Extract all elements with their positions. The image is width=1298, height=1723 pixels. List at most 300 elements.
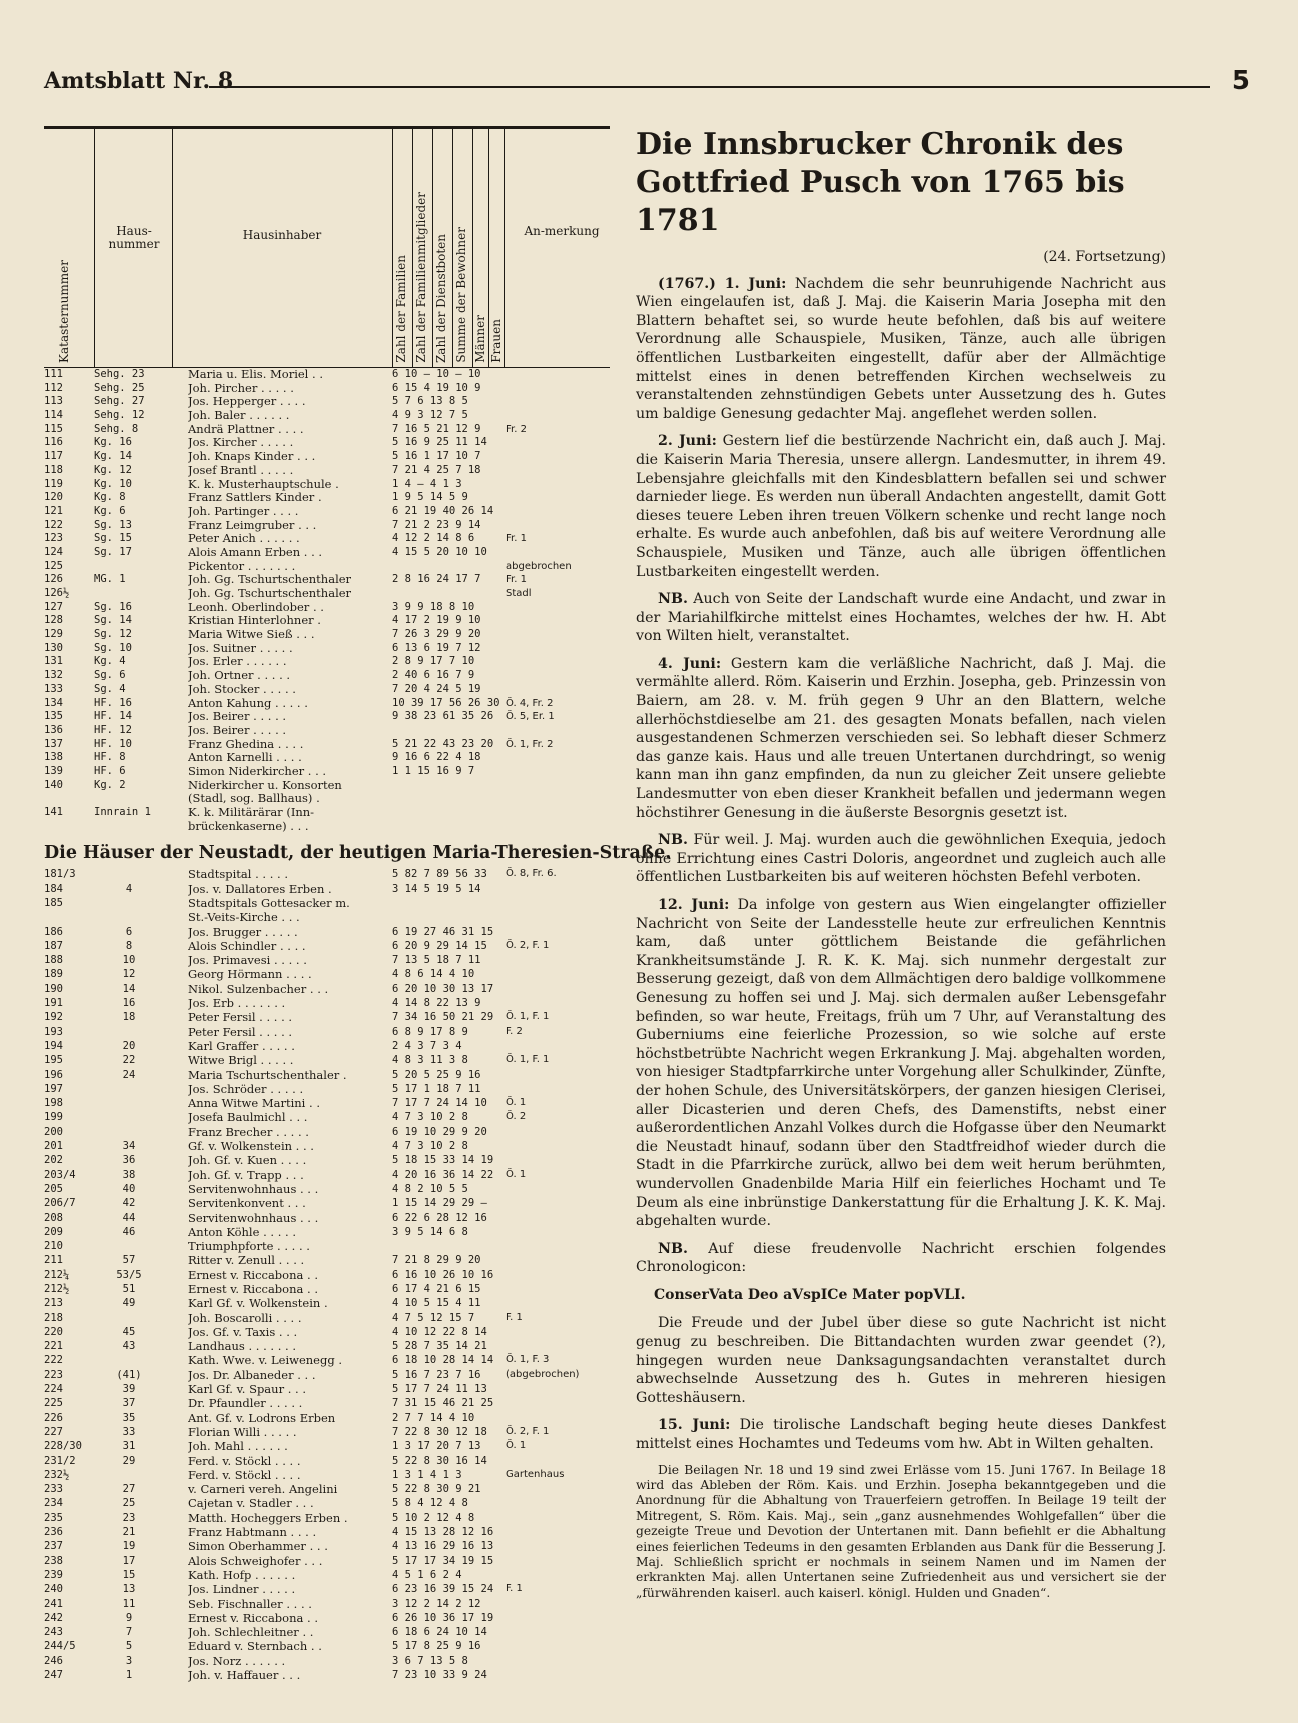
- cell-katasternummer: 126½: [44, 587, 70, 599]
- cell-hausinhaber: Josef Brantl . . . . .: [188, 463, 294, 477]
- col-bewohner: Summe der Bewohner: [454, 227, 468, 363]
- cell-anmerkung: Ö. 8, Fr. 6.: [506, 868, 557, 880]
- cell-anmerkung: Ö. 4, Fr. 2: [506, 697, 554, 709]
- cell-katasternummer: 228/30: [44, 1440, 82, 1453]
- cell-hausinhaber: Jos. v. Dallatores Erben .: [188, 881, 332, 896]
- article-title: Die Innsbrucker Chronik des Gottfried Pusch von 1765 bis 1781: [636, 127, 1125, 238]
- cell-zahlen: 1 3 17 20 7 13: [392, 1440, 481, 1453]
- cell-zahlen: 6 20 10 30 13 17: [392, 982, 494, 995]
- paragraph-text: Gestern kam die verläßliche Nachricht, daß J. Maj. die vermählte allerd. Röm. Kaiserin und Erzhin. Josepha, geb. Prinzessin von Baiern, am 28. v. M. früh gegen 9 Uhr an den Blattern, welche allerhöchstdieselbe am 21. des gesagten Monats befallen, nach vielen ausgestandenen Schmerzen verschieden sei. So lebhaft dieser Schmerz das ganze kais. Haus und alle treuen Untertanen durchdringt, so wenig kann man ihn ganz empfinden, da nun zu gleicher Zeit unsere geliebte Landesmutter von eben dieser Krankheit befallen und jedermann wegen höchstihrer Genesung in die äußerste Besorgnis gesetzt ist.: [636, 655, 1166, 821]
- table-row: [44, 1282, 610, 1296]
- cell-hausinhaber: Ferd. v. Stöckl . . . .: [188, 1453, 301, 1468]
- cell-hausinhaber: Ritter v. Zenull . . . .: [188, 1253, 305, 1268]
- cell-katasternummer: 199: [44, 1111, 63, 1124]
- col-anmerkung: An-merkung: [524, 224, 600, 238]
- cell-zahlen: 7 22 8 30 12 18: [392, 1425, 487, 1438]
- cell-hausnummer: 29: [122, 1454, 136, 1467]
- cell-hausinhaber: Peter Fersil . . . . .: [188, 1010, 293, 1025]
- cell-hausinhaber: Joh. v. Haffauer . . .: [188, 1668, 301, 1682]
- article-paragraph: [636, 655, 1166, 822]
- table-row: [44, 1382, 610, 1396]
- cell-hausinhaber: Maria u. Elis. Moriel . .: [188, 368, 323, 381]
- cell-hausinhaber: K. k. Militärärar (Inn-: [188, 806, 315, 819]
- cell-anmerkung: Ö. 1: [506, 1440, 527, 1452]
- article-paragraph: [636, 590, 1166, 646]
- table-row: [44, 1668, 610, 1682]
- table-row: [44, 1311, 610, 1325]
- cell-anmerkung: Ö. 2, F. 1: [506, 1425, 550, 1437]
- cell-katasternummer: 212½: [44, 1282, 70, 1295]
- cell-zahlen: 6 8 9 17 8 9: [392, 1025, 468, 1038]
- cell-hausnummer: 19: [122, 1540, 136, 1553]
- table-row: [44, 1196, 610, 1210]
- cell-zahlen: 4 20 16 36 14 22: [392, 1168, 494, 1181]
- cell-hausinhaber: Kath. Wwe. v. Leiwenegg .: [188, 1353, 343, 1368]
- cell-hausnummer: 16: [122, 997, 136, 1010]
- cell-hausinhaber: Joh. Gf. v. Kuen . . . .: [188, 1153, 307, 1168]
- article-subtitle: (24. Fortsetzung): [1043, 249, 1166, 265]
- cell-anmerkung: Gartenhaus: [506, 1468, 565, 1480]
- cell-zahlen: 7 13 5 18 7 11: [392, 954, 481, 967]
- cell-katasternummer: 201: [44, 1140, 63, 1153]
- cell-anmerkung: F. 1: [506, 1583, 523, 1595]
- cell-zahlen: 10 39 17 56 26 30: [392, 696, 500, 709]
- table-row: [44, 996, 610, 1010]
- paragraph-date: 2. Juni:: [658, 433, 717, 450]
- cell-zahlen: 4 15 13 28 12 16: [392, 1526, 494, 1539]
- table-row: [44, 1454, 610, 1468]
- paragraph-date: NB.: [658, 591, 688, 608]
- cell-zahlen: 5 22 8 30 16 14: [392, 1454, 487, 1467]
- cell-zahlen: 4 15 5 20 10 10: [392, 545, 487, 558]
- cell-hausnummer: Kg. 14: [94, 450, 132, 463]
- cell-katasternummer: 194: [44, 1039, 63, 1052]
- cell-hausnummer: Sg. 12: [94, 628, 132, 641]
- cell-hausinhaber: Maria Tschurtschenthaler .: [188, 1067, 347, 1082]
- cell-hausnummer: 20: [122, 1039, 136, 1052]
- table-row: [44, 1325, 610, 1339]
- table-row: [44, 1082, 610, 1096]
- table-row: [44, 1039, 610, 1053]
- cell-hausnummer: 13: [122, 1583, 136, 1596]
- cell-katasternummer: 223: [44, 1368, 63, 1381]
- cell-hausnummer: 15: [122, 1568, 136, 1581]
- table-row: [44, 779, 610, 793]
- table-row: [44, 532, 610, 546]
- table-row: [44, 1496, 610, 1510]
- cell-hausnummer: 25: [122, 1497, 136, 1510]
- cell-hausnummer: 8: [125, 939, 133, 952]
- table-row: [44, 436, 610, 450]
- cell-hausnummer: 21: [122, 1526, 136, 1539]
- table-row: [44, 642, 610, 656]
- cell-katasternummer: 117: [44, 450, 63, 463]
- cell-katasternummer: 130: [44, 641, 63, 654]
- paragraph-text: Die Freude und der Jubel über diese so gute Nachricht ist nicht genug zu beschreiben. Die Bittandachten wurden zwar geendet (?), hingegen wurden neue Danksagungsandachten veranstaltet durch abwechselnde Aussetzung des h. Gutes in mehreren hiesigen Gotteshäusern.: [636, 1315, 1166, 1406]
- cell-hausnummer: 33: [122, 1425, 136, 1438]
- table-row: [44, 655, 610, 669]
- cell-zahlen: 7 34 16 50 21 29: [392, 1011, 494, 1024]
- cell-katasternummer: 127: [44, 600, 63, 613]
- cell-zahlen: 4 8 6 14 4 10: [392, 968, 475, 981]
- cell-hausnummer: Sg. 13: [94, 518, 132, 531]
- paragraph-text: Die tirolische Landschaft beging heute dieses Dankfest mittelst eines Hochamtes und Tedeums vom hw. Abt in Wilten gehalten.: [636, 1417, 1166, 1453]
- table-body-neustadt: [44, 867, 610, 1682]
- cell-katasternummer: 226: [44, 1411, 63, 1424]
- table-row: [44, 925, 610, 939]
- cell-katasternummer: 242: [44, 1611, 63, 1624]
- cell-hausinhaber: Nikol. Sulzenbacher . . .: [188, 981, 329, 996]
- cell-katasternummer: 239: [44, 1568, 63, 1581]
- cell-hausinhaber: Joh. Stocker . . . . .: [188, 682, 296, 696]
- cell-katasternummer: 232½: [44, 1468, 70, 1481]
- cell-hausinhaber: Niderkircher u. Konsorten: [188, 778, 342, 792]
- cell-hausinhaber: Simon Oberhammer . . .: [188, 1539, 328, 1554]
- cell-katasternummer: 123: [44, 532, 63, 545]
- cell-hausnummer: Kg. 12: [94, 463, 132, 476]
- cell-katasternummer: 139: [44, 764, 63, 777]
- cell-hausinhaber: Jos. Hepperger . . . .: [188, 395, 306, 409]
- cell-hausinhaber: Gf. v. Wolkenstein . . .: [188, 1139, 314, 1154]
- cell-hausnummer: Kg. 16: [94, 436, 132, 449]
- table-row: [44, 519, 610, 533]
- cell-zahlen: 1 3 1 4 1 3: [392, 1468, 462, 1481]
- cell-hausnummer: 5: [125, 1640, 133, 1653]
- table-row: [44, 724, 610, 738]
- table-row: [44, 1396, 610, 1410]
- cell-hausinhaber: Kath. Hofp . . . . . .: [188, 1567, 296, 1582]
- cell-hausinhaber: Joh. Gf. v. Trapp . . .: [188, 1167, 304, 1182]
- cell-zahlen: 9 16 6 22 4 18: [392, 751, 481, 764]
- cell-zahlen: 4 7 3 10 2 8: [392, 1140, 468, 1153]
- section-title: Die Häuser der Neustadt, der heutigen Maria-Theresien-Straße.: [44, 843, 672, 864]
- cell-katasternummer: 140: [44, 778, 63, 791]
- table-row: [44, 882, 610, 896]
- cell-zahlen: 6 19 10 29 9 20: [392, 1125, 487, 1138]
- cell-zahlen: 5 20 5 25 9 16: [392, 1068, 481, 1081]
- cell-hausnummer: Sg. 16: [94, 600, 132, 613]
- cell-hausnummer: HF. 6: [94, 764, 126, 777]
- table-row: [44, 1225, 610, 1239]
- cell-zahlen: 4 5 1 6 2 4: [392, 1568, 462, 1581]
- cell-hausinhaber: Landhaus . . . . . . .: [188, 1339, 297, 1354]
- table-row: [44, 669, 610, 683]
- cell-hausnummer: Sehg. 12: [94, 409, 145, 422]
- house-table: [44, 126, 672, 1682]
- cell-zahlen: 5 16 1 17 10 7: [392, 450, 481, 463]
- cell-hausinhaber: Jos. Kircher . . . . .: [188, 436, 294, 450]
- cell-zahlen: 4 13 16 29 16 13: [392, 1540, 494, 1553]
- cell-zahlen: 5 16 9 25 11 14: [392, 436, 487, 449]
- table-row: [44, 1268, 610, 1282]
- cell-hausinhaber: (Stadl, sog. Ballhaus) .: [188, 792, 320, 806]
- cell-zahlen: 2 4 3 7 3 4: [392, 1039, 462, 1052]
- cell-hausinhaber: Jos. Norz . . . . . .: [188, 1653, 286, 1668]
- cell-hausinhaber: Jos. Suitner . . . . .: [188, 641, 293, 655]
- cell-hausnummer: 40: [122, 1182, 136, 1195]
- cell-katasternummer: 193: [44, 1025, 63, 1038]
- cell-anmerkung: Ö. 1, F. 3: [506, 1354, 550, 1366]
- table-row: [44, 1625, 610, 1639]
- table-row: [44, 939, 610, 953]
- cell-hausnummer: 46: [122, 1225, 136, 1238]
- cell-zahlen: 7 21 2 23 9 14: [392, 518, 481, 531]
- cell-hausinhaber: Servitenwohnhaus . . .: [188, 1181, 319, 1196]
- cell-katasternummer: 113: [44, 395, 63, 408]
- paragraph-text: Auch von Seite der Landschaft wurde eine Andacht, und zwar in der Mariahilfkirche mittelst eines Hochamtes, welches der hw. H. Abt von Wilten hielt, veranstaltet.: [636, 591, 1166, 645]
- article-body-cont: [636, 1314, 1166, 1453]
- cell-hausinhaber: Peter Anich . . . . . .: [188, 532, 300, 546]
- col-familienmitglieder: Zahl der Familienmitglieder: [414, 192, 428, 363]
- table-row: [44, 806, 610, 820]
- cell-zahlen: 6 18 6 24 10 14: [392, 1626, 487, 1639]
- cell-anmerkung: Ö. 1: [506, 1168, 527, 1180]
- cell-hausinhaber: Servitenwohnhaus . . .: [188, 1210, 319, 1225]
- cell-hausnummer: Sehg. 27: [94, 395, 145, 408]
- cell-katasternummer: 111: [44, 368, 63, 380]
- cell-hausinhaber: Anton Karnelli . . . .: [188, 751, 302, 765]
- cell-hausnummer: 14: [122, 982, 136, 995]
- table-row: [44, 867, 610, 881]
- cell-hausnummer: 36: [122, 1154, 136, 1167]
- cell-hausnummer: Sehg. 25: [94, 381, 145, 394]
- cell-katasternummer: 240: [44, 1583, 63, 1596]
- chronologicon: ConserVata Deo aVspICe Mater popVLI.: [654, 1286, 966, 1303]
- cell-zahlen: 6 16 10 26 10 16: [392, 1268, 494, 1281]
- paragraph-text: Nachdem die sehr beunruhigende Nachricht aus Wien eingelaufen ist, daß J. Maj. die Kaiserin Maria Josepha mit den Blattern behaftet sei, so wurde heute befohlen, daß bis auf weitere Verordnung alle Schauspiele, Musiken, Tänze, auch alle übrigen öffentlichen Lustbarkeiten eingestellt, dafür aber der Allmächtige mittelst eines in denen betreffenden Kirchen wechselweis zu veranstaltenden zehnstündigen Gebets unter Aussetzung des h. Gutes um baldige Genesung gedachter Maj. angeflehet werden sollen.: [636, 275, 1167, 422]
- cell-katasternummer: 236: [44, 1526, 63, 1539]
- cell-hausinhaber: Josefa Baulmichl . . .: [188, 1110, 308, 1125]
- table-row: [44, 1182, 610, 1196]
- cell-hausnummer: 10: [122, 954, 136, 967]
- cell-zahlen: 6 19 27 46 31 15: [392, 925, 494, 938]
- table-row: [44, 953, 610, 967]
- table-row: [44, 683, 610, 697]
- cell-katasternummer: 134: [44, 696, 63, 709]
- cell-hausinhaber: Joh. Boscarolli . . . .: [188, 1310, 302, 1325]
- cell-anmerkung: Ö. 1, F. 1: [506, 1011, 550, 1023]
- cell-hausnummer: Kg. 4: [94, 655, 126, 668]
- cell-zahlen: 4 17 2 19 9 10: [392, 614, 481, 627]
- cell-zahlen: 7 31 15 46 21 25: [392, 1397, 494, 1410]
- table-row: [44, 478, 610, 492]
- cell-hausnummer: 4: [125, 882, 133, 895]
- cell-zahlen: 7 20 4 24 5 19: [392, 682, 481, 695]
- cell-zahlen: 6 23 16 39 15 24: [392, 1583, 494, 1596]
- footnote: Die Beilagen Nr. 18 und 19 sind zwei Erlässe vom 15. Juni 1767. In Beilage 18 wird das Ableben der Röm. Kais. und Erzhin. Josepha bekanntgegeben und die Anordnung für die Abhaltung von Trauerfeiern getroffen. In Beilage 19 teilt der Mitregent, S. Röm. Kais. Maj., sein „ganz ausnehmendes Wohlgefallen“ über die gezeigte Treue und Devotion der Untertanen mit. Dann befiehlt er die Abhaltung eines feierlichen Tedeums in den gesamten Erblanden aus Dank für die Besserung J. Maj. Schließlich spricht er nochmals in seinem Namen und im Namen der erkrankten Maj. allen Untertanen seine Zufriedenheit aus und versichert sie der „fürwährenden kaiserl. auch kaiserl. königl. Hulden und Gnaden“.: [636, 1462, 1166, 1600]
- cell-hausinhaber: Dr. Pfaundler . . . . .: [188, 1396, 303, 1411]
- cell-hausinhaber: Karl Gf. v. Spaur . . .: [188, 1382, 306, 1397]
- table-row: [44, 1010, 610, 1024]
- col-katasternummer: Katasternummer: [57, 260, 71, 363]
- cell-katasternummer: 244/5: [44, 1640, 76, 1653]
- cell-hausinhaber: Alois Schweighofer . . .: [188, 1553, 323, 1568]
- cell-zahlen: 6 22 6 28 12 16: [392, 1211, 487, 1224]
- cell-hausnummer: Sg. 6: [94, 669, 126, 682]
- cell-zahlen: 6 10 — 10 — 10: [392, 368, 481, 380]
- cell-zahlen: 6 13 6 19 7 12: [392, 641, 481, 654]
- cell-katasternummer: 184: [44, 882, 63, 895]
- cell-hausinhaber: Ernest v. Riccabona . .: [188, 1267, 318, 1282]
- cell-zahlen: 5 17 1 18 7 11: [392, 1082, 481, 1095]
- table-row: [44, 464, 610, 478]
- article-paragraph: [636, 896, 1166, 1231]
- cell-hausinhaber: Karl Gf. v. Wolkenstein .: [188, 1296, 328, 1311]
- cell-zahlen: 5 16 7 23 7 16: [392, 1368, 481, 1381]
- cell-zahlen: 9 38 23 61 35 26: [392, 710, 494, 723]
- cell-hausinhaber: Joh. Mahl . . . . . .: [188, 1439, 288, 1454]
- cell-hausinhaber: Ant. Gf. v. Lodrons Erben: [188, 1410, 336, 1425]
- cell-hausnummer: 24: [122, 1068, 136, 1081]
- cell-katasternummer: 121: [44, 504, 63, 517]
- cell-zahlen: 1 9 5 14 5 9: [392, 491, 468, 504]
- cell-hausinhaber: Jos. Erler . . . . . .: [188, 655, 287, 669]
- cell-hausinhaber: brückenkaserne) . . .: [188, 819, 309, 833]
- cell-zahlen: 6 20 9 29 14 15: [392, 939, 487, 952]
- cell-katasternummer: 218: [44, 1311, 63, 1324]
- cell-hausnummer: HF. 14: [94, 710, 132, 723]
- cell-katasternummer: 210: [44, 1240, 63, 1253]
- cell-hausinhaber: Franz Leimgruber . . .: [188, 518, 317, 532]
- cell-hausinhaber: Anton Köhle . . . . .: [188, 1224, 296, 1239]
- cell-hausnummer: 7: [125, 1626, 133, 1639]
- cell-hausinhaber: Joh. Pircher . . . . .: [188, 381, 294, 395]
- cell-anmerkung: Fr. 1: [506, 533, 527, 545]
- cell-hausinhaber: Jos. Lindner . . . . .: [188, 1582, 296, 1597]
- table-row: [44, 1425, 610, 1439]
- cell-anmerkung: Fr. 1: [506, 574, 527, 586]
- paragraph-date: NB.: [658, 832, 688, 849]
- table-row: [44, 792, 610, 806]
- cell-hausnummer: 45: [122, 1325, 136, 1338]
- article-paragraph: [636, 831, 1166, 887]
- table-row: [44, 1139, 610, 1153]
- cell-zahlen: 6 26 10 36 17 19: [392, 1611, 494, 1624]
- cell-hausnummer: Sehg. 8: [94, 422, 139, 435]
- paragraph-text: Für weil. J. Maj. wurden auch die gewöhnlichen Exequia, jedoch ohne Errichtung eines Castri Doloris, angeordnet und zugleich auch alle öffentlichen Lustbarkeiten bis auf weiteren höchsten Befehl verboten.: [636, 832, 1166, 886]
- cell-zahlen: 5 17 8 25 9 16: [392, 1640, 481, 1653]
- cell-hausnummer: 11: [122, 1597, 136, 1610]
- cell-hausnummer: 35: [122, 1411, 136, 1424]
- table-body: [44, 368, 610, 833]
- cell-hausinhaber: Seb. Fischnaller . . . .: [188, 1596, 312, 1611]
- cell-hausinhaber: Jos. Primavesi . . . . .: [188, 953, 307, 968]
- col-frauen: Frauen: [489, 319, 503, 363]
- cell-katasternummer: 137: [44, 737, 63, 750]
- cell-zahlen: 7 21 8 29 9 20: [392, 1254, 481, 1267]
- cell-zahlen: 3 12 2 14 2 12: [392, 1597, 481, 1610]
- table-row: [44, 1482, 610, 1496]
- cell-hausinhaber: Franz Ghedina . . . .: [188, 737, 304, 751]
- cell-hausnummer: 17: [122, 1554, 136, 1567]
- article-body: [636, 275, 1166, 1277]
- cell-zahlen: 4 9 3 12 7 5: [392, 409, 468, 422]
- cell-katasternummer: 213: [44, 1297, 63, 1310]
- cell-hausinhaber: Jos. Dr. Albaneder . . .: [188, 1367, 316, 1382]
- paragraph-text: Gestern lief die bestürzende Nachricht ein, daß auch J. Maj. die Kaiserin Maria Theresia, unsere allergn. Landesmutter, in ihrem 49. Lebensjahre gleichfalls mit den Kindesblattern befallen sei und schwer darnieder liege. Es werden nun überall Andachten angestellt, damit Gott dieses teuere Leben ihren treuen Völkern schenke und recht lange noch erhalte. Es wurde auch anbefohlen, daß bis auf weitere Verordnung alle Schauspiele, Musiken und Tänze, auch alle übrigen öffentlichen Lustbarkeiten eingestellt werden.: [636, 433, 1166, 580]
- table-row: [44, 1554, 610, 1568]
- cell-katasternummer: 196: [44, 1068, 63, 1081]
- cell-katasternummer: 191: [44, 997, 63, 1010]
- cell-katasternummer: 247: [44, 1669, 63, 1681]
- cell-hausnummer: 57: [122, 1254, 136, 1267]
- cell-hausinhaber: Witwe Brigl . . . . .: [188, 1053, 294, 1068]
- cell-hausinhaber: Stadtspitals Gottesacker m.: [188, 895, 350, 910]
- cell-hausinhaber: Joh. Gg. Tschurtschenthaler: [188, 573, 352, 587]
- table-row: [44, 423, 610, 437]
- cell-hausnummer: 1: [125, 1669, 133, 1681]
- cell-zahlen: 6 21 19 40 26 14: [392, 504, 494, 517]
- cell-katasternummer: 208: [44, 1211, 63, 1224]
- cell-katasternummer: 246: [44, 1654, 63, 1667]
- cell-katasternummer: 126: [44, 573, 63, 586]
- cell-zahlen: 5 17 7 24 11 13: [392, 1383, 487, 1396]
- cell-katasternummer: 135: [44, 710, 63, 723]
- table-row: [44, 1511, 610, 1525]
- cell-katasternummer: 225: [44, 1397, 63, 1410]
- article-paragraph: [636, 432, 1166, 581]
- cell-anmerkung: Ö. 2, F. 1: [506, 939, 550, 951]
- cell-katasternummer: 116: [44, 436, 63, 449]
- table-row: [44, 546, 610, 560]
- cell-hausinhaber: Georg Hörmann . . . .: [188, 967, 312, 982]
- cell-anmerkung: F. 1: [506, 1311, 523, 1323]
- cell-zahlen: 2 7 7 14 4 10: [392, 1411, 475, 1424]
- table-row: [44, 910, 610, 924]
- table-row: [44, 1353, 610, 1367]
- table-row: [44, 587, 610, 601]
- cell-hausinhaber: Alois Amann Erben . . .: [188, 545, 323, 559]
- cell-zahlen: 2 40 6 16 7 9: [392, 669, 475, 682]
- cell-katasternummer: 131: [44, 655, 63, 668]
- cell-hausnummer: 31: [122, 1440, 136, 1453]
- cell-hausnummer: Sg. 4: [94, 682, 126, 695]
- cell-hausinhaber: Joh. Gg. Tschurtschenthaler: [188, 587, 352, 600]
- cell-hausnummer: 39: [122, 1383, 136, 1396]
- cell-hausinhaber: Jos. Gf. v. Taxis . . .: [188, 1324, 298, 1339]
- table-row: [44, 1211, 610, 1225]
- cell-katasternummer: 122: [44, 518, 63, 531]
- cell-hausinhaber: K. k. Musterhauptschule .: [188, 477, 339, 491]
- col-hausinhaber: Hausinhaber: [242, 228, 322, 242]
- table-row: [44, 710, 610, 724]
- table-row: [44, 1368, 610, 1382]
- cell-hausnummer: 3: [125, 1654, 133, 1667]
- cell-zahlen: 4 10 5 15 4 11: [392, 1297, 481, 1310]
- cell-hausinhaber: Florian Willi . . . . .: [188, 1424, 297, 1439]
- table-row: [44, 1468, 610, 1482]
- cell-katasternummer: 197: [44, 1082, 63, 1095]
- cell-katasternummer: 224: [44, 1383, 63, 1396]
- cell-katasternummer: 234: [44, 1497, 63, 1510]
- cell-katasternummer: 119: [44, 477, 63, 490]
- cell-katasternummer: 203/4: [44, 1168, 76, 1181]
- table-row: [44, 697, 610, 711]
- cell-katasternummer: 129: [44, 628, 63, 641]
- paragraph-date: (1767.) 1. Juni:: [658, 275, 787, 292]
- cell-katasternummer: 125: [44, 559, 63, 572]
- cell-katasternummer: 120: [44, 491, 63, 504]
- cell-anmerkung: Stadl: [506, 588, 532, 599]
- cell-hausinhaber: Ernest v. Riccabona . .: [188, 1281, 318, 1296]
- cell-hausinhaber: Alois Schindler . . . .: [188, 938, 306, 953]
- table-row: [44, 1339, 610, 1353]
- cell-hausinhaber: Andrä Plattner . . . .: [188, 422, 304, 436]
- cell-zahlen: 1 4 — 4 1 3: [392, 477, 462, 490]
- table-row: [44, 765, 610, 779]
- table-row: [44, 614, 610, 628]
- cell-zahlen: 2 8 16 24 17 7: [392, 573, 481, 586]
